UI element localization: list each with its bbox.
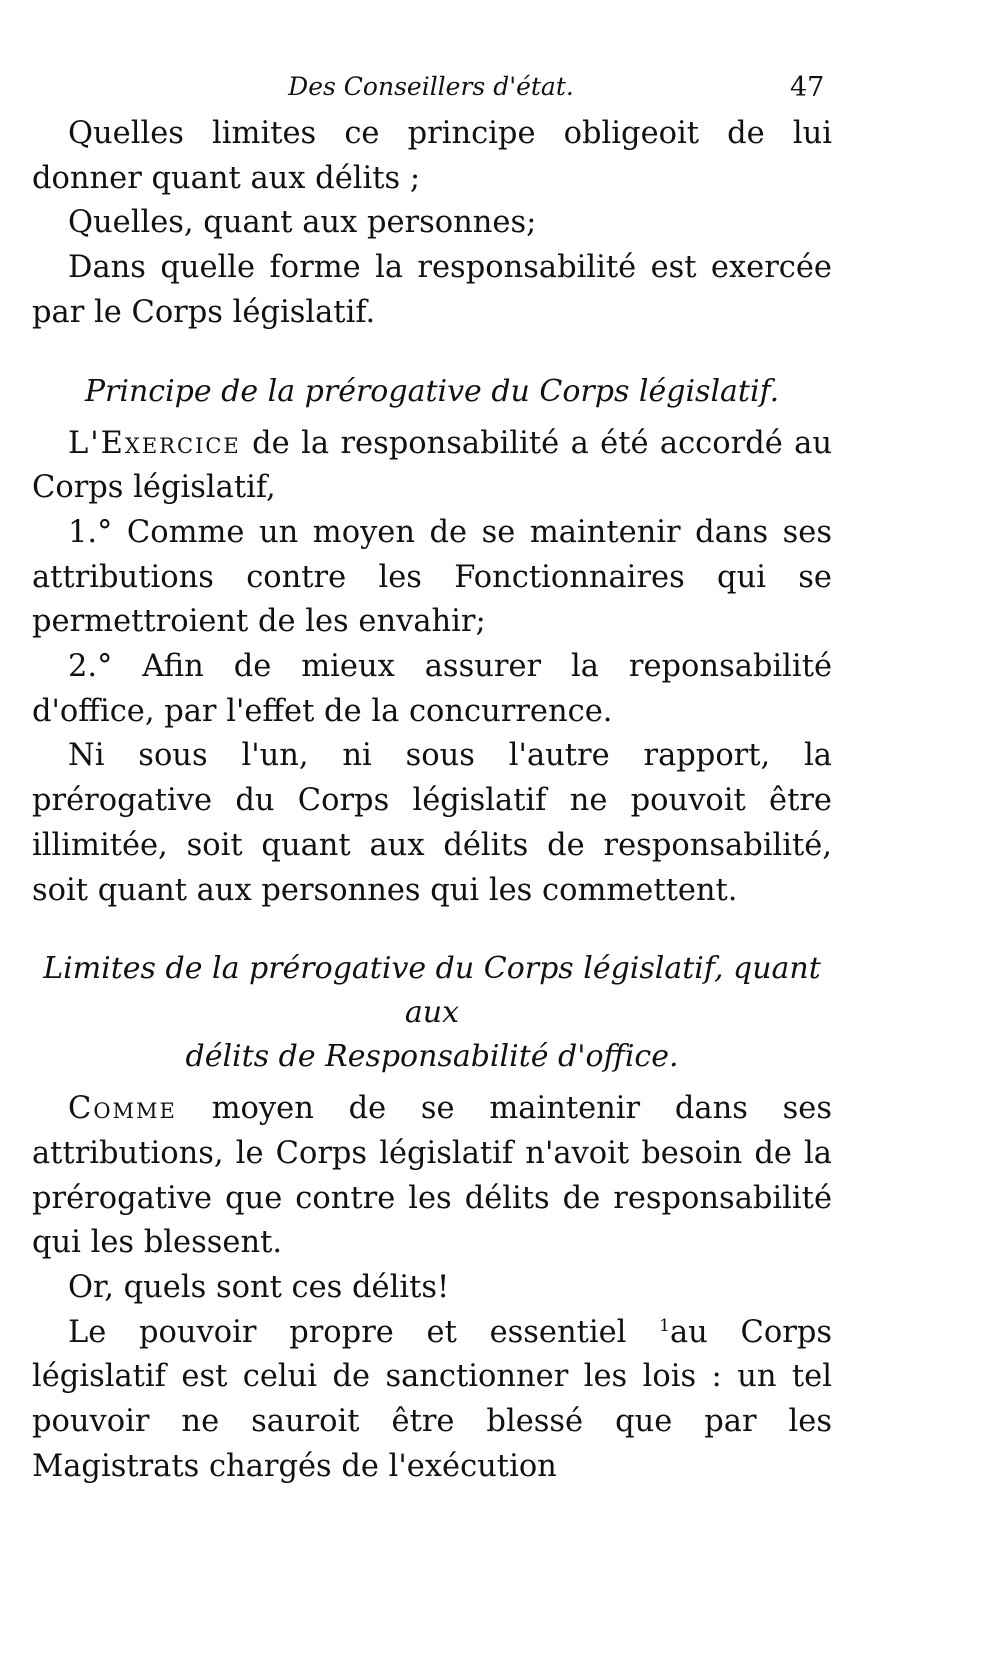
paragraph-point-1: 1.° Comme un moyen de se maintenir dans ses attributions contre les Fonctionnaires qui se permettroient de les envahir;: [32, 514, 832, 640]
paragraph-limits-offences: Quelles limites ce principe obligeoit de lui donner quant aux délits ;: [32, 116, 832, 196]
page-number: 47: [790, 72, 825, 103]
section-heading-limits: [32, 947, 832, 1079]
paragraph-limits-persons: Quelles, quant aux personnes;: [68, 205, 537, 241]
paragraph-exercise-text: de la responsabilité a été accordé au Corps législatif,: [32, 425, 832, 506]
footnote-marker[interactable]: 1: [659, 1315, 670, 1336]
section-heading-principle: Principe de la prérogative du Corps législatif.: [84, 373, 780, 409]
paragraph-exercise: [32, 422, 832, 511]
running-head: Des Conseillers d'état.: [288, 72, 574, 101]
paragraph-question: Or, quels sont ces délits!: [68, 1270, 450, 1306]
lead-word-comme: Comme: [68, 1091, 177, 1127]
paragraph-point-2: 2.° Afin de mieux assurer la reponsabilité d'office, par l'effet de la concurrence.: [32, 649, 832, 729]
paragraph-power-text-2: au Corps législatif est celui de sanctionner les lois : un tel pouvoir ne sauroit être blessé que par les Magistrats chargés de l'exécution: [32, 1314, 833, 1484]
paragraph-neither: Ni sous l'un, ni sous l'autre rapport, la prérogative du Corps législatif ne pouvoit être illimitée, soit quant aux délits de responsabilité, soit quant aux personnes qui les commettent.: [32, 738, 832, 908]
paragraph-form-exercise: Dans quelle forme la responsabilité est exercée par le Corps législatif.: [32, 250, 832, 330]
paragraph-as-means-text: moyen de se maintenir dans ses attributions, le Corps législatif n'avoit besoin de la prérogative que contre les délits de responsabilité qui les blessent.: [32, 1091, 832, 1261]
body-text: [32, 112, 832, 1490]
paragraph-power: [32, 1311, 832, 1490]
paragraph-power-text-1: Le pouvoir propre et essentiel: [68, 1314, 660, 1350]
section-heading-limits-line-1: Limites de la prérogative du Corps législatif, quant aux: [43, 951, 821, 1031]
lead-word-exercise: L'Exercice: [68, 425, 241, 461]
paragraph-as-means: [32, 1087, 832, 1266]
section-heading-limits-line-2: délits de Responsabilité d'office.: [185, 1039, 679, 1075]
